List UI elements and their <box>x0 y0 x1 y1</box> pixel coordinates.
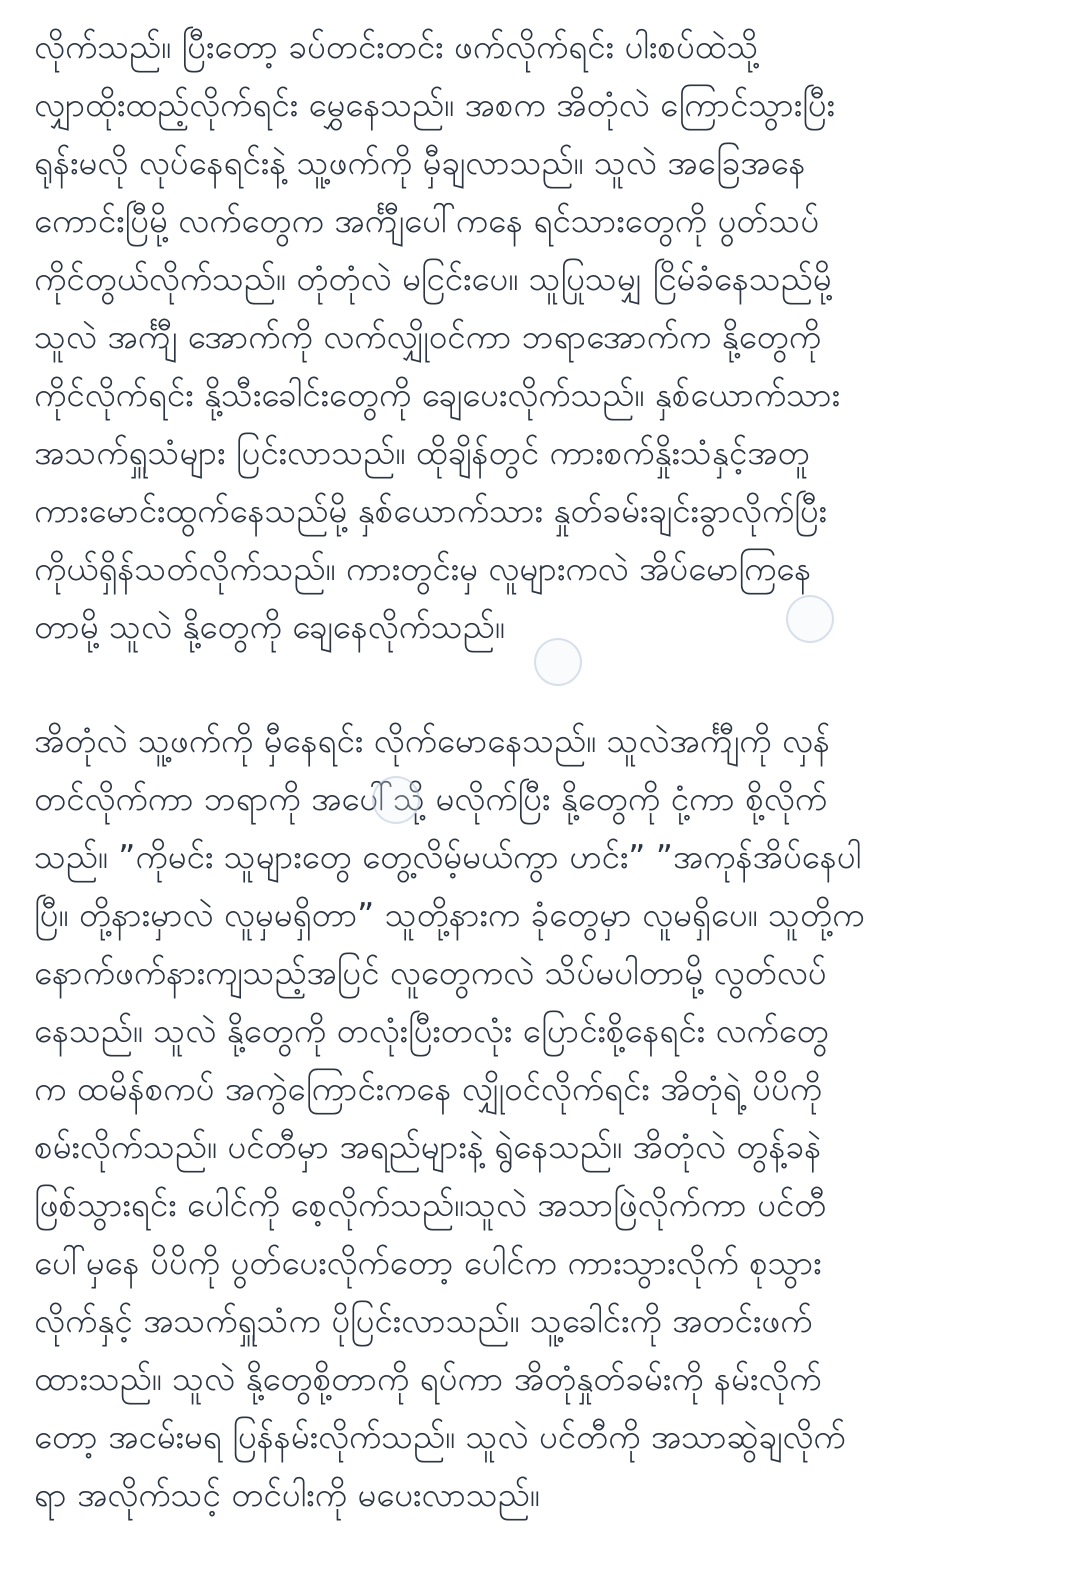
text-line: က ထမိန်စကပ် အကွဲကြောင်းကနေ လျှိုဝင်လိုက်ရင်း အိတုံရဲ့ ပိပိကို <box>34 1069 822 1108</box>
text-line: ပေါ်မှနေ ပိပိကို ပွတ်ပေးလိုက်တော့ ပေါင်က ကားသွားလိုက် စုသွား <box>34 1243 822 1282</box>
text-line: နောက်ဖက်နားကျသည့်အပြင် လူတွေကလဲ သိပ်မပါတာမို့ လွတ်လပ် <box>34 953 827 992</box>
text-line: နေသည်။ သူလဲ နို့တွေကို တလုံးပြီးတလုံး ပြောင်းစို့နေရင်း လက်တွေ <box>34 1011 829 1050</box>
text-line: ထားသည်။ သူလဲ နို့တွေစို့တာကို ရပ်ကာ အိတုံနှုတ်ခမ်းကို နမ်းလိုက် <box>34 1359 822 1398</box>
text-line: တင်လိုက်ကာ ဘရာကို အပေါ်သို့ မလိုက်ပြီး နို့တွေကို ငုံ့ကာ စို့လိုက် <box>34 779 828 818</box>
text-line: ဖြစ်သွားရင်း ပေါင်ကို စေ့လိုက်သည်။သူလဲ အသာဖြဲလိုက်ကာ ပင်တီ <box>34 1185 827 1224</box>
text-line: ရာ အလိုက်သင့် တင်ပါးကို မပေးလာသည်။ <box>34 1475 540 1514</box>
text-line: ကိုင်တွယ်လိုက်သည်။ တုံတုံလဲ မငြင်းပေ။ သူပြုသမျှ ငြိမ်ခံနေသည်မို့ <box>34 259 832 298</box>
text-line: လိုက်နှင့် အသက်ရှူသံက ပိုပြင်းလာသည်။ သူ့ခေါင်းကို အတင်းဖက် <box>34 1301 813 1340</box>
text-line: သူလဲ အင်္ကျီ အောက်ကို လက်လျှိုဝင်ကာ ဘရာအောက်က နို့တွေကို <box>34 317 822 356</box>
text-line: ပြီ။ တို့နားမှာလဲ လူမှမရှိတာ” သူတို့နားက ခုံတွေမှာ လူမရှိပေ။ သူတို့က <box>34 895 865 934</box>
text-line: စမ်းလိုက်သည်။ ပင်တီမှာ အရည်များနဲ့ ရွဲနေသည်။ အိတုံလဲ တွန့်ခနဲ <box>34 1127 822 1166</box>
text-line: လျှာထိုးထည့်လိုက်ရင်း မွှေနေသည်။ အစက အိတုံလဲ ကြောင်သွားပြီး <box>34 85 835 124</box>
text-line: တာမို့ သူလဲ နို့တွေကို ချေနေလိုက်သည်။ <box>34 607 505 646</box>
text-line: ကိုယ်ရှိန်သတ်လိုက်သည်။ ကားတွင်းမှ လူများကလဲ အိပ်မောကြနေ <box>34 549 812 588</box>
text-line: လိုက်သည်။ ပြီးတော့ ခပ်တင်းတင်း ဖက်လိုက်ရင်း ပါးစပ်ထဲသို့ <box>34 27 759 66</box>
text-line: အိတုံလဲ သူ့ဖက်ကို မှီနေရင်း လိုက်မောနေသည်။ သူလဲအင်္ကျီကို လှန် <box>34 721 830 760</box>
text-line: ကားမောင်းထွက်နေသည်မို့ နှစ်ယောက်သား နှုတ်ခမ်းချင်းခွာလိုက်ပြီး <box>34 491 827 530</box>
text-line: ရုန်းမလို လုပ်နေရင်းနဲ့ သူ့ဖက်ကို မှီချလာသည်။ သူလဲ အခြေအနေ <box>34 143 806 182</box>
text-line: တော့ အငမ်းမရ ပြန်နမ်းလိုက်သည်။ သူလဲ ပင်တီကို အသာဆွဲချလိုက် <box>34 1417 846 1456</box>
touch-indicator <box>786 595 834 643</box>
touch-indicator <box>534 638 582 686</box>
text-line: သည်။ ”ကိုမင်း သူများတွေ တွေ့လိမ့်မယ်ကွာ ဟင်း” ”အကုန်အိပ်နေပါ <box>34 837 862 876</box>
text-line: ကိုင်လိုက်ရင်း နို့သီးခေါင်းတွေကို ချေပေးလိုက်သည်။ နှစ်ယောက်သား <box>34 375 841 414</box>
touch-indicator <box>372 776 420 824</box>
text-line: အသက်ရှူသံများ ပြင်းလာသည်။ ထိုချိန်တွင် ကားစက်နှိုးသံနှင့်အတူ <box>34 433 810 472</box>
reading-pane[interactable] <box>34 0 1046 1584</box>
text-line: ကောင်းပြီမို့ လက်တွေက အင်္ကျီပေါ်ကနေ ရင်သားတွေကို ပွတ်သပ် <box>34 201 820 240</box>
